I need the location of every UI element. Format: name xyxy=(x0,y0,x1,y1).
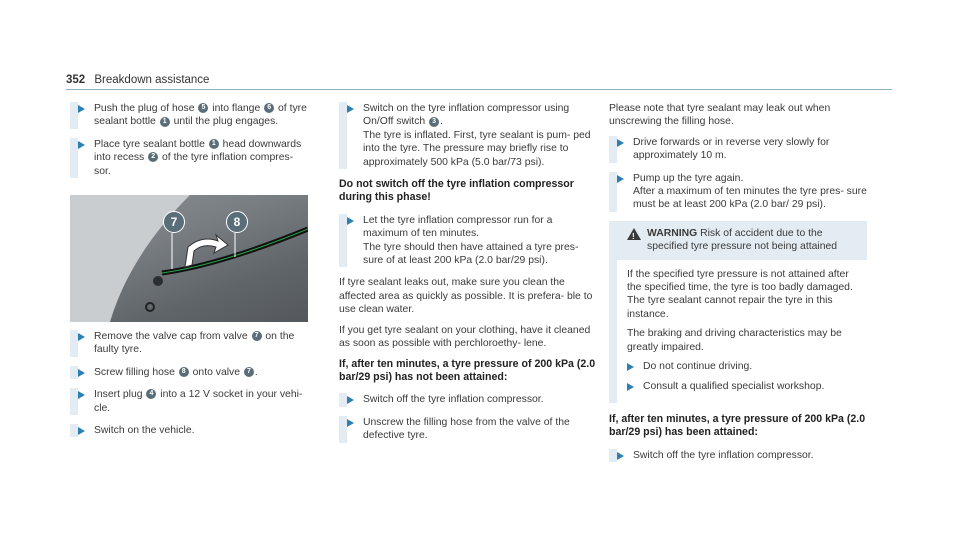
arrow-icon xyxy=(627,383,634,391)
instruction-step: Push the plug of hose 5 into flange 6 of tyre sealant bottle 1 until the plug engages. xyxy=(70,102,310,129)
column-2 xyxy=(339,102,597,452)
arrow-icon xyxy=(617,452,624,460)
section-heading: If, after ten minutes, a tyre pressure of 200 kPa (2.0 bar/29 psi) has not been attained: xyxy=(339,357,596,383)
instruction-step: Unscrew the filling hose from the valve of the defective tyre. xyxy=(339,416,597,443)
instruction-step: Drive forwards or in reverse very slowly for approximately 10 m. xyxy=(609,136,867,163)
arrow-icon xyxy=(78,369,85,377)
callout-valve-label: 7 xyxy=(163,211,185,233)
column-3 xyxy=(609,102,867,471)
arrow-icon xyxy=(78,427,85,435)
arrow-icon xyxy=(347,419,354,427)
instruction-step: Switch on the vehicle. xyxy=(70,424,310,437)
instruction-step: Consult a qualified specialist workshop. xyxy=(627,380,857,393)
callout-number: 1 xyxy=(209,139,219,149)
warning-body: If the specified tyre pressure is not attained after the specified time, the tyre is too badly damaged. The tyre sealant cannot repair the tyre in this instance. The braking and driving characteristics may be greatly impaired. Do not continue driving. Consult a qualified specialist workshop. xyxy=(609,260,867,403)
tyre-valve-illustration xyxy=(70,195,308,322)
instruction-step: Place tyre sealant bottle 1 head downwards into recess 2 of the tyre inflation compres- sor. xyxy=(70,138,310,178)
arrow-icon xyxy=(78,105,85,113)
page-number: 352 xyxy=(66,74,86,86)
arrow-icon xyxy=(78,141,85,149)
instruction-step: Pump up the tyre again. After a maximum of ten minutes the tyre pres- sure must be at least 200 kPa (2.0 bar/ 29 psi). xyxy=(609,172,867,212)
arrow-icon xyxy=(78,333,85,341)
warning-title: ! WARNING Risk of accident due to the specified tyre pressure not being attained xyxy=(617,227,859,254)
callout-number: 8 xyxy=(179,367,189,377)
section-heading: Do not switch off the tyre inflation compressor during this phase! xyxy=(339,178,574,204)
warning-box xyxy=(609,221,867,403)
callout-hose-label: 8 xyxy=(226,211,248,233)
section-title: Breakdown assistance xyxy=(94,74,210,86)
body-paragraph: If tyre sealant leaks out, make sure you clean the affected area as quickly as possible. It is prefera- ble to use clean water. xyxy=(339,277,593,316)
arrow-icon xyxy=(617,175,624,183)
wheel-drawing xyxy=(70,195,308,322)
column-1-lower xyxy=(70,330,310,446)
callout-number: 5 xyxy=(198,103,208,113)
callout-number: 2 xyxy=(148,152,158,162)
callout-number: 3 xyxy=(429,117,439,127)
body-paragraph: Please note that tyre sealant may leak out when unscrewing the filling hose. xyxy=(609,103,831,128)
callout-number: 4 xyxy=(146,389,156,399)
instruction-step: Switch off the tyre inflation compressor. xyxy=(339,393,597,406)
column-1 xyxy=(70,102,310,187)
arrow-icon xyxy=(627,363,634,371)
instruction-step: Insert plug 4 into a 12 V socket in your vehi- cle. xyxy=(70,388,310,415)
instruction-step: Switch off the tyre inflation compressor. xyxy=(609,449,867,462)
arrow-icon xyxy=(78,391,85,399)
callout-number: 6 xyxy=(264,103,274,113)
instruction-step: Do not continue driving. xyxy=(627,360,857,373)
arrow-icon xyxy=(347,396,354,404)
callout-number: 7 xyxy=(244,367,254,377)
arrow-icon xyxy=(617,139,624,147)
instruction-step: Screw filling hose 8 onto valve 7 . xyxy=(70,366,310,379)
header-rule xyxy=(66,89,892,90)
instruction-step: Let the tyre inflation compressor run for a maximum of ten minutes. The tyre should then have attained a tyre pres- sure of at least 200 kPa (2.0 bar/29 psi). xyxy=(339,214,597,268)
arrow-icon xyxy=(347,105,354,113)
valve xyxy=(153,276,163,286)
instruction-step: Remove the valve cap from valve 7 on the faulty tyre. xyxy=(70,330,310,357)
arrow-icon xyxy=(347,217,354,225)
section-heading: If, after ten minutes, a tyre pressure of 200 kPa (2.0 bar/29 psi) has been attained: xyxy=(609,412,866,439)
instruction-step: Switch on the tyre inflation compressor using On/Off switch 3 . The tyre is inflated. First, tyre sealant is pum- ped into the tyre. The pressure may briefly rise to approximately 500 kPa (5.0 bar/73 psi). xyxy=(339,102,597,169)
body-paragraph: If you get tyre sealant on your clothing, have it cleaned as soon as possible with perchloroethy- lene. xyxy=(339,324,591,350)
page-header xyxy=(66,74,209,86)
callout-number: 7 xyxy=(252,331,262,341)
callout-number: 1 xyxy=(160,117,170,127)
